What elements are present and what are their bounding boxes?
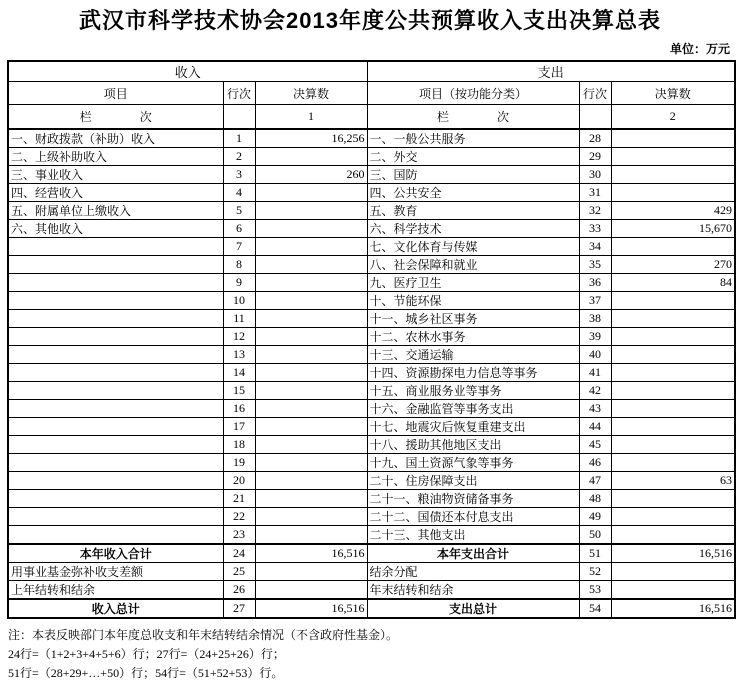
expense-item-cell: 六、科学技术 xyxy=(367,220,579,238)
income-row-number-cell: 19 xyxy=(223,454,255,472)
expense-amount-cell xyxy=(611,436,735,454)
income-item-cell xyxy=(8,328,223,346)
footnotes xyxy=(8,626,740,681)
table-row xyxy=(8,544,735,563)
income-item-cell: 三、事业收入 xyxy=(8,166,223,184)
expense-item-cell: 十九、国土资源气象等事务 xyxy=(367,454,579,472)
expense-amount-cell xyxy=(611,346,735,364)
table-row xyxy=(8,310,735,328)
expense-lanci-label: 栏 次 xyxy=(367,105,579,130)
expense-amount-cell xyxy=(611,328,735,346)
expense-item-cell: 二十三、其他支出 xyxy=(367,526,579,545)
table-row xyxy=(8,454,735,472)
table-body xyxy=(8,129,735,618)
income-row-number-cell: 3 xyxy=(223,166,255,184)
table-row xyxy=(8,129,735,148)
expense-row-number-cell: 46 xyxy=(579,454,611,472)
income-amount-cell: 260 xyxy=(255,166,367,184)
table-row xyxy=(8,220,735,238)
income-amount-cell xyxy=(255,382,367,400)
income-amount-cell xyxy=(255,508,367,526)
income-item-cell xyxy=(8,472,223,490)
expense-amount-cell xyxy=(611,400,735,418)
income-amount-cell xyxy=(255,292,367,310)
expense-item-cell: 年末结转和结余 xyxy=(367,581,579,600)
expense-item-cell: 二十二、国债还本付息支出 xyxy=(367,508,579,526)
income-item-cell xyxy=(8,436,223,454)
income-row-number-cell: 22 xyxy=(223,508,255,526)
expense-amount-cell xyxy=(611,490,735,508)
income-row-number-cell: 5 xyxy=(223,202,255,220)
expense-amount-cell xyxy=(611,310,735,328)
table-row xyxy=(8,202,735,220)
income-row-number-cell: 27 xyxy=(223,599,255,618)
table-row xyxy=(8,382,735,400)
expense-amount-cell xyxy=(611,581,735,600)
expense-row-number-cell: 33 xyxy=(579,220,611,238)
income-row-number-cell: 26 xyxy=(223,581,255,600)
expense-row-number-cell: 50 xyxy=(579,526,611,545)
expense-item-cell: 十、节能环保 xyxy=(367,292,579,310)
table-row xyxy=(8,364,735,382)
income-row-number-cell: 6 xyxy=(223,220,255,238)
income-item-cell: 二、上级补助收入 xyxy=(8,148,223,166)
expense-amount-cell xyxy=(611,292,735,310)
income-amount-cell xyxy=(255,418,367,436)
expense-amount-cell xyxy=(611,563,735,581)
expense-amount-cell xyxy=(611,382,735,400)
expense-amount-cell: 15,670 xyxy=(611,220,735,238)
income-amount-cell xyxy=(255,472,367,490)
income-amount-cell xyxy=(255,581,367,600)
expense-item-cell: 二十一、粮油物资储备事务 xyxy=(367,490,579,508)
income-item-cell xyxy=(8,418,223,436)
expense-amount-cell: 63 xyxy=(611,472,735,490)
expense-row-number-cell: 43 xyxy=(579,400,611,418)
budget-table xyxy=(7,60,736,619)
expense-amount-cell xyxy=(611,184,735,202)
income-amount-cell: 16,256 xyxy=(255,129,367,148)
expense-item-cell: 二十、住房保障支出 xyxy=(367,472,579,490)
expense-item-cell: 十五、商业服务业等事务 xyxy=(367,382,579,400)
expense-amount-cell xyxy=(611,238,735,256)
income-item-cell xyxy=(8,490,223,508)
income-amount-cell xyxy=(255,346,367,364)
expense-item-cell: 八、社会保障和就业 xyxy=(367,256,579,274)
expense-row-number-cell: 35 xyxy=(579,256,611,274)
income-row-number-cell: 10 xyxy=(223,292,255,310)
income-row-number-cell: 24 xyxy=(223,544,255,563)
expense-amount-cell xyxy=(611,148,735,166)
income-amount-cell xyxy=(255,256,367,274)
income-item-cell xyxy=(8,310,223,328)
income-item-cell xyxy=(8,364,223,382)
table-row xyxy=(8,581,735,600)
column-index-row xyxy=(8,105,735,130)
expense-amount-cell: 16,516 xyxy=(611,544,735,563)
expense-rowno-column-header: 行次 xyxy=(579,82,611,105)
expense-item-column-header: 项目（按功能分类） xyxy=(367,82,579,105)
expense-row-number-cell: 40 xyxy=(579,346,611,364)
income-row-number-cell: 20 xyxy=(223,472,255,490)
expense-amount-cell xyxy=(611,454,735,472)
income-lanci-label: 栏 次 xyxy=(8,105,223,130)
income-amount-cell xyxy=(255,436,367,454)
expense-row-number-cell: 42 xyxy=(579,382,611,400)
income-item-cell xyxy=(8,292,223,310)
table-row xyxy=(8,418,735,436)
expense-column-index: 2 xyxy=(611,105,735,130)
income-amount-cell xyxy=(255,148,367,166)
expense-item-cell: 五、教育 xyxy=(367,202,579,220)
footnote-line: 51行=（28+29+…+50）行；54行=（51+52+53）行。 xyxy=(8,666,284,681)
table-row xyxy=(8,400,735,418)
income-amount-column-header: 决算数 xyxy=(255,82,367,105)
income-lanci-blank xyxy=(223,105,255,130)
expense-row-number-cell: 48 xyxy=(579,490,611,508)
expense-amount-cell xyxy=(611,508,735,526)
expense-item-cell: 十一、城乡社区事务 xyxy=(367,310,579,328)
table-row xyxy=(8,184,735,202)
expense-row-number-cell: 31 xyxy=(579,184,611,202)
table-row xyxy=(8,508,735,526)
income-row-number-cell: 25 xyxy=(223,563,255,581)
expense-item-cell: 结余分配 xyxy=(367,563,579,581)
expense-amount-cell xyxy=(611,526,735,545)
expense-item-cell: 三、国防 xyxy=(367,166,579,184)
income-section-header: 收入 xyxy=(8,61,367,82)
expense-row-number-cell: 51 xyxy=(579,544,611,563)
expense-amount-cell xyxy=(611,364,735,382)
table-row xyxy=(8,436,735,454)
expense-amount-column-header: 决算数 xyxy=(611,82,735,105)
table-row xyxy=(8,148,735,166)
income-item-cell xyxy=(8,256,223,274)
income-rowno-column-header: 行次 xyxy=(223,82,255,105)
expense-row-number-cell: 41 xyxy=(579,364,611,382)
expense-item-cell: 一、一般公共服务 xyxy=(367,129,579,148)
income-item-cell: 本年收入合计 xyxy=(8,544,223,563)
expense-item-cell: 二、外交 xyxy=(367,148,579,166)
income-amount-cell xyxy=(255,364,367,382)
expense-row-number-cell: 28 xyxy=(579,129,611,148)
expense-item-cell: 四、公共安全 xyxy=(367,184,579,202)
expense-item-cell: 七、文化体育与传媒 xyxy=(367,238,579,256)
income-item-cell xyxy=(8,238,223,256)
expense-amount-cell xyxy=(611,129,735,148)
expense-row-number-cell: 49 xyxy=(579,508,611,526)
expense-item-cell: 支出总计 xyxy=(367,599,579,618)
income-amount-cell xyxy=(255,400,367,418)
income-row-number-cell: 1 xyxy=(223,129,255,148)
income-amount-cell xyxy=(255,238,367,256)
income-item-cell: 用事业基金弥补收支差额 xyxy=(8,563,223,581)
income-item-cell xyxy=(8,454,223,472)
expense-row-number-cell: 37 xyxy=(579,292,611,310)
income-amount-cell xyxy=(255,220,367,238)
income-row-number-cell: 2 xyxy=(223,148,255,166)
expense-row-number-cell: 34 xyxy=(579,238,611,256)
income-item-cell xyxy=(8,274,223,292)
expense-section-header: 支出 xyxy=(367,61,735,82)
table-row xyxy=(8,472,735,490)
expense-amount-cell: 429 xyxy=(611,202,735,220)
income-column-index: 1 xyxy=(255,105,367,130)
income-amount-cell xyxy=(255,563,367,581)
income-row-number-cell: 23 xyxy=(223,526,255,545)
income-item-cell: 一、财政拨款（补助）收入 xyxy=(8,129,223,148)
income-item-cell: 上年结转和结余 xyxy=(8,581,223,600)
table-row xyxy=(8,526,735,545)
page-title: 武汉市科学技术协会2013年度公共预算收入支出决算总表 xyxy=(79,8,661,33)
income-row-number-cell: 17 xyxy=(223,418,255,436)
table-row xyxy=(8,490,735,508)
table-row xyxy=(8,346,735,364)
table-row xyxy=(8,328,735,346)
expense-item-cell: 十二、农林水事务 xyxy=(367,328,579,346)
expense-amount-cell: 270 xyxy=(611,256,735,274)
expense-row-number-cell: 38 xyxy=(579,310,611,328)
expense-item-cell: 十四、资源勘探电力信息等事务 xyxy=(367,364,579,382)
expense-row-number-cell: 45 xyxy=(579,436,611,454)
income-item-cell xyxy=(8,346,223,364)
table-row xyxy=(8,274,735,292)
income-item-cell: 六、其他收入 xyxy=(8,220,223,238)
section-header-row xyxy=(8,61,735,82)
income-row-number-cell: 15 xyxy=(223,382,255,400)
income-item-cell: 四、经营收入 xyxy=(8,184,223,202)
expense-row-number-cell: 39 xyxy=(579,328,611,346)
expense-row-number-cell: 32 xyxy=(579,202,611,220)
expense-item-cell: 十三、交通运输 xyxy=(367,346,579,364)
expense-row-number-cell: 30 xyxy=(579,166,611,184)
income-row-number-cell: 18 xyxy=(223,436,255,454)
column-header-row xyxy=(8,82,735,105)
income-row-number-cell: 8 xyxy=(223,256,255,274)
expense-row-number-cell: 54 xyxy=(579,599,611,618)
expense-amount-cell: 16,516 xyxy=(611,599,735,618)
income-amount-cell xyxy=(255,274,367,292)
expense-row-number-cell: 53 xyxy=(579,581,611,600)
income-row-number-cell: 14 xyxy=(223,364,255,382)
income-row-number-cell: 11 xyxy=(223,310,255,328)
expense-row-number-cell: 44 xyxy=(579,418,611,436)
income-amount-cell: 16,516 xyxy=(255,599,367,618)
income-amount-cell xyxy=(255,202,367,220)
expense-row-number-cell: 29 xyxy=(579,148,611,166)
income-amount-cell: 16,516 xyxy=(255,544,367,563)
expense-amount-cell xyxy=(611,418,735,436)
expense-amount-cell: 84 xyxy=(611,274,735,292)
unit-label: 单位：万元 xyxy=(669,42,730,56)
income-row-number-cell: 13 xyxy=(223,346,255,364)
income-amount-cell xyxy=(255,184,367,202)
income-item-cell xyxy=(8,526,223,545)
income-amount-cell xyxy=(255,454,367,472)
income-amount-cell xyxy=(255,526,367,545)
income-amount-cell xyxy=(255,490,367,508)
expense-item-cell: 十八、援助其他地区支出 xyxy=(367,436,579,454)
expense-row-number-cell: 47 xyxy=(579,472,611,490)
expense-row-number-cell: 52 xyxy=(579,563,611,581)
table-row xyxy=(8,599,735,618)
income-item-cell: 收入总计 xyxy=(8,599,223,618)
income-item-cell: 五、附属单位上缴收入 xyxy=(8,202,223,220)
expense-item-cell: 十七、地震灾后恢复重建支出 xyxy=(367,418,579,436)
table-row xyxy=(8,238,735,256)
table-row xyxy=(8,292,735,310)
expense-row-number-cell: 36 xyxy=(579,274,611,292)
income-amount-cell xyxy=(255,310,367,328)
income-row-number-cell: 21 xyxy=(223,490,255,508)
table-row xyxy=(8,563,735,581)
income-item-column-header: 项目 xyxy=(8,82,223,105)
income-item-cell xyxy=(8,400,223,418)
footnote-line: 24行=（1+2+3+4+5+6）行；27行=（24+25+26）行； xyxy=(8,647,285,662)
table-row xyxy=(8,166,735,184)
income-row-number-cell: 9 xyxy=(223,274,255,292)
income-row-number-cell: 16 xyxy=(223,400,255,418)
income-item-cell xyxy=(8,508,223,526)
expense-amount-cell xyxy=(611,166,735,184)
footnote-line: 注：本表反映部门本年度总收支和年末结转结余情况（不含政府性基金）。 xyxy=(8,628,399,642)
expense-item-cell: 十六、金融监管等事务支出 xyxy=(367,400,579,418)
income-item-cell xyxy=(8,382,223,400)
income-row-number-cell: 12 xyxy=(223,328,255,346)
table-row xyxy=(8,256,735,274)
expense-item-cell: 本年支出合计 xyxy=(367,544,579,563)
expense-lanci-blank xyxy=(579,105,611,130)
income-row-number-cell: 7 xyxy=(223,238,255,256)
expense-item-cell: 九、医疗卫生 xyxy=(367,274,579,292)
income-amount-cell xyxy=(255,328,367,346)
income-row-number-cell: 4 xyxy=(223,184,255,202)
